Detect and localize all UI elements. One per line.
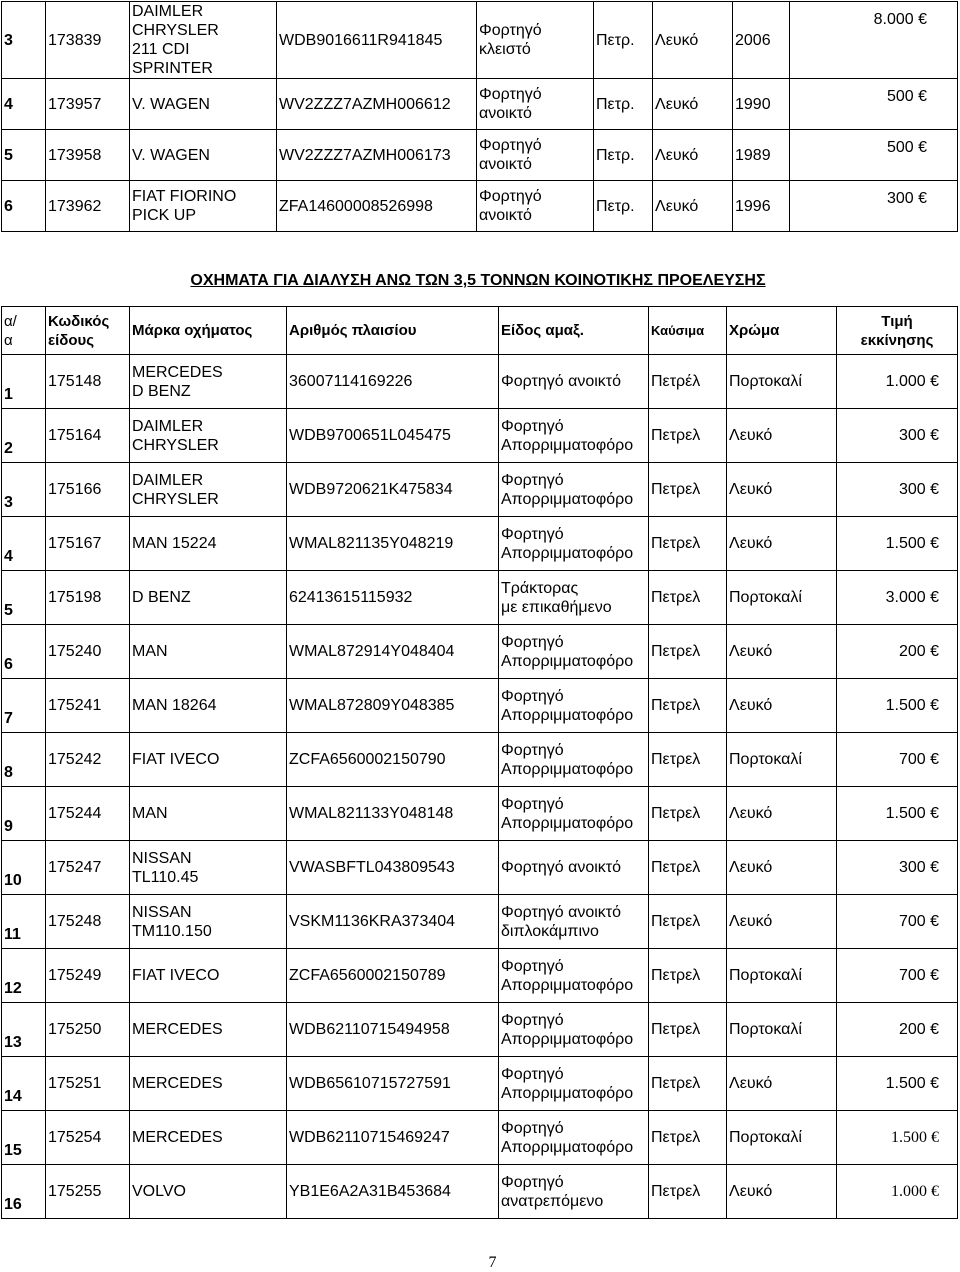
item-code: 175166	[46, 463, 130, 517]
chassis-number: WDB9016611R941845	[277, 2, 477, 79]
body-type: Φορτηγό Απορριμματοφόρο	[499, 409, 649, 463]
table-row	[2, 1165, 958, 1219]
starting-price: 300 €	[837, 463, 958, 517]
item-code: 173839	[46, 2, 130, 79]
vehicle-make: MERCEDES	[130, 1111, 287, 1165]
header-price: Τιμή εκκίνησης	[837, 307, 958, 355]
starting-price: 200 €	[837, 1003, 958, 1057]
starting-price: 1.500 €	[837, 517, 958, 571]
chassis-number: WMAL821133Y048148	[287, 787, 499, 841]
page-number: 7	[488, 1254, 497, 1271]
table-row	[2, 355, 958, 409]
fuel-type: Πετρελ	[649, 895, 727, 949]
item-code: 175251	[46, 1057, 130, 1111]
vehicles-table	[1, 306, 958, 1219]
previous-vehicles-table	[1, 1, 958, 232]
vehicle-make: V. WAGEN	[130, 130, 277, 181]
body-type: Φορτηγό κλειστό	[477, 2, 594, 79]
table-row	[2, 409, 958, 463]
row-number: 6	[2, 625, 46, 679]
table-row	[2, 79, 958, 130]
item-code: 175148	[46, 355, 130, 409]
item-code: 175254	[46, 1111, 130, 1165]
starting-price: 700 €	[837, 949, 958, 1003]
item-code: 175242	[46, 733, 130, 787]
starting-price: 1.500 €	[837, 1111, 958, 1165]
row-number: 1	[2, 355, 46, 409]
vehicle-color: Λευκό	[727, 841, 837, 895]
header-fuel: Καύσιμα	[649, 307, 727, 355]
header-code: Κωδικός είδους	[46, 307, 130, 355]
fuel-type: Πετρελ	[649, 733, 727, 787]
item-code: 175167	[46, 517, 130, 571]
chassis-number: ZCFA6560002150790	[287, 733, 499, 787]
fuel-type: Πετρελ	[649, 409, 727, 463]
chassis-number: WMAL872914Y048404	[287, 625, 499, 679]
starting-price: 1.500 €	[837, 787, 958, 841]
vehicle-make: VOLVO	[130, 1165, 287, 1219]
starting-price: 500 €	[790, 79, 958, 130]
vehicle-color: Πορτοκαλί	[727, 949, 837, 1003]
fuel-type: Πετρελ	[649, 517, 727, 571]
chassis-number: VWASBFTL043809543	[287, 841, 499, 895]
table-row	[2, 895, 958, 949]
item-code: 173957	[46, 79, 130, 130]
table-row	[2, 841, 958, 895]
row-number: 3	[2, 2, 46, 79]
vehicle-color: Λευκό	[653, 79, 733, 130]
fuel-type: Πετρέλ	[649, 355, 727, 409]
item-code: 175241	[46, 679, 130, 733]
header-chassis: Αριθμός πλαισίου	[287, 307, 499, 355]
vehicle-color: Λευκό	[727, 787, 837, 841]
chassis-number: VSKM1136KRA373404	[287, 895, 499, 949]
row-number: 4	[2, 517, 46, 571]
table-row	[2, 787, 958, 841]
item-code: 175250	[46, 1003, 130, 1057]
item-code: 175248	[46, 895, 130, 949]
vehicle-color: Πορτοκαλί	[727, 355, 837, 409]
table-row	[2, 2, 958, 79]
header-color: Χρώμα	[727, 307, 837, 355]
vehicle-make: MAN	[130, 625, 287, 679]
fuel-type: Πετρ.	[594, 2, 653, 79]
body-type: Φορτηγό ανοικτό	[477, 181, 594, 232]
item-code: 175244	[46, 787, 130, 841]
row-number: 16	[2, 1165, 46, 1219]
chassis-number: WDB9720621K475834	[287, 463, 499, 517]
vehicle-make: MAN	[130, 787, 287, 841]
vehicle-color: Λευκό	[653, 2, 733, 79]
table-row	[2, 1111, 958, 1165]
starting-price: 500 €	[790, 130, 958, 181]
chassis-number: YB1E6A2A31B453684	[287, 1165, 499, 1219]
chassis-number: WDB65610715727591	[287, 1057, 499, 1111]
body-type: Φορτηγό Απορριμματοφόρο	[499, 679, 649, 733]
body-type: Φορτηγό ανοικτό	[499, 355, 649, 409]
starting-price: 1.500 €	[837, 679, 958, 733]
body-type: Φορτηγό ανοικτό	[477, 130, 594, 181]
vehicle-make: FIAT FIORINO PICK UP	[130, 181, 277, 232]
vehicle-make: FIAT IVECO	[130, 733, 287, 787]
vehicle-color: Λευκό	[727, 1057, 837, 1111]
starting-price: 1.000 €	[837, 1165, 958, 1219]
chassis-number: 62413615115932	[287, 571, 499, 625]
body-type: Φορτηγό Απορριμματοφόρο	[499, 787, 649, 841]
fuel-type: Πετρελ	[649, 679, 727, 733]
starting-price: 700 €	[837, 733, 958, 787]
vehicle-make: FIAT IVECO	[130, 949, 287, 1003]
fuel-type: Πετρελ	[649, 463, 727, 517]
row-number: 9	[2, 787, 46, 841]
body-type: Φορτηγό ανοικτό	[499, 841, 649, 895]
body-type: Τράκτορας με επικαθήμενο	[499, 571, 649, 625]
fuel-type: Πετρελ	[649, 1057, 727, 1111]
body-type: Φορτηγό ανοικτό διπλοκάμπινο	[499, 895, 649, 949]
body-type: Φορτηγό Απορριμματοφόρο	[499, 949, 649, 1003]
starting-price: 3.000 €	[837, 571, 958, 625]
vehicle-make: MERCEDES	[130, 1057, 287, 1111]
vehicle-make: MAN 15224	[130, 517, 287, 571]
fuel-type: Πετρελ	[649, 841, 727, 895]
table-row	[2, 517, 958, 571]
vehicle-make: DAIMLER CHRYSLER	[130, 463, 287, 517]
starting-price: 1.000 €	[837, 355, 958, 409]
row-number: 13	[2, 1003, 46, 1057]
table-row	[2, 679, 958, 733]
chassis-number: WMAL821135Y048219	[287, 517, 499, 571]
fuel-type: Πετρελ	[649, 571, 727, 625]
header-num: α/ α	[2, 307, 46, 355]
fuel-type: Πετρ.	[594, 130, 653, 181]
item-code: 175249	[46, 949, 130, 1003]
vehicle-color: Λευκό	[727, 1165, 837, 1219]
starting-price: 300 €	[837, 841, 958, 895]
vehicle-year: 1989	[733, 130, 790, 181]
fuel-type: Πετρ.	[594, 181, 653, 232]
vehicle-color: Πορτοκαλί	[727, 1003, 837, 1057]
row-number: 3	[2, 463, 46, 517]
chassis-number: WDB9700651L045475	[287, 409, 499, 463]
body-type: Φορτηγό Απορριμματοφόρο	[499, 733, 649, 787]
body-type: Φορτηγό Απορριμματοφόρο	[499, 1111, 649, 1165]
table-row	[2, 1057, 958, 1111]
starting-price: 1.500 €	[837, 1057, 958, 1111]
body-type: Φορτηγό Απορριμματοφόρο	[499, 1003, 649, 1057]
body-type: Φορτηγό Απορριμματοφόρο	[499, 625, 649, 679]
item-code: 173962	[46, 181, 130, 232]
chassis-number: 36007114169226	[287, 355, 499, 409]
chassis-number: WMAL872809Y048385	[287, 679, 499, 733]
header-make: Μάρκα οχήματος	[130, 307, 287, 355]
vehicle-color: Λευκό	[653, 130, 733, 181]
fuel-type: Πετρελ	[649, 1165, 727, 1219]
vehicle-make: NISSAN TM110.150	[130, 895, 287, 949]
vehicle-color: Λευκό	[727, 625, 837, 679]
vehicle-color: Πορτοκαλί	[727, 1111, 837, 1165]
table-row	[2, 625, 958, 679]
table-row	[2, 130, 958, 181]
chassis-number: ZCFA6560002150789	[287, 949, 499, 1003]
vehicle-make: MERCEDES	[130, 1003, 287, 1057]
table-row	[2, 463, 958, 517]
vehicle-color: Λευκό	[727, 679, 837, 733]
starting-price: 700 €	[837, 895, 958, 949]
item-code: 175255	[46, 1165, 130, 1219]
vehicle-color: Λευκό	[727, 409, 837, 463]
item-code: 175247	[46, 841, 130, 895]
fuel-type: Πετρ.	[594, 79, 653, 130]
vehicle-color: Πορτοκαλί	[727, 733, 837, 787]
row-number: 4	[2, 79, 46, 130]
row-number: 14	[2, 1057, 46, 1111]
starting-price: 200 €	[837, 625, 958, 679]
item-code: 175198	[46, 571, 130, 625]
vehicle-make: DAIMLER CHRYSLER	[130, 409, 287, 463]
table-row	[2, 733, 958, 787]
item-code: 173958	[46, 130, 130, 181]
vehicle-year: 1990	[733, 79, 790, 130]
table-header-row	[2, 307, 958, 355]
vehicle-make: MERCEDES D BENZ	[130, 355, 287, 409]
section-title: ΟΧΗΜΑΤΑ ΓΙΑ ΔΙΑΛΥΣΗ ΑΝΩ ΤΩΝ 3,5 ΤΟΝΝΩΝ ΚΟΙΝΟΤΙΚΗΣ ΠΡΟΕΛΕΥΣΗΣ	[190, 272, 766, 289]
row-number: 10	[2, 841, 46, 895]
fuel-type: Πετρελ	[649, 1003, 727, 1057]
fuel-type: Πετρελ	[649, 1111, 727, 1165]
body-type: Φορτηγό Απορριμματοφόρο	[499, 463, 649, 517]
item-code: 175240	[46, 625, 130, 679]
row-number: 7	[2, 679, 46, 733]
row-number: 2	[2, 409, 46, 463]
vehicle-color: Λευκό	[653, 181, 733, 232]
row-number: 15	[2, 1111, 46, 1165]
row-number: 5	[2, 130, 46, 181]
body-type: Φορτηγό Απορριμματοφόρο	[499, 517, 649, 571]
row-number: 11	[2, 895, 46, 949]
starting-price: 8.000 €	[790, 2, 958, 79]
table-row	[2, 181, 958, 232]
fuel-type: Πετρελ	[649, 949, 727, 1003]
vehicle-make: D BENZ	[130, 571, 287, 625]
table-row	[2, 1003, 958, 1057]
row-number: 8	[2, 733, 46, 787]
chassis-number: WDB62110715469247	[287, 1111, 499, 1165]
chassis-number: ZFA14600008526998	[277, 181, 477, 232]
starting-price: 300 €	[837, 409, 958, 463]
row-number: 6	[2, 181, 46, 232]
chassis-number: WV2ZZZ7AZMH006173	[277, 130, 477, 181]
body-type: Φορτηγό Απορριμματοφόρο	[499, 1057, 649, 1111]
row-number: 5	[2, 571, 46, 625]
table-row	[2, 571, 958, 625]
row-number: 12	[2, 949, 46, 1003]
vehicle-make: V. WAGEN	[130, 79, 277, 130]
table-row	[2, 949, 958, 1003]
chassis-number: WV2ZZZ7AZMH006612	[277, 79, 477, 130]
vehicle-year: 1996	[733, 181, 790, 232]
vehicle-color: Λευκό	[727, 895, 837, 949]
vehicle-make: NISSAN TL110.45	[130, 841, 287, 895]
item-code: 175164	[46, 409, 130, 463]
vehicle-color: Λευκό	[727, 517, 837, 571]
fuel-type: Πετρελ	[649, 787, 727, 841]
body-type: Φορτηγό ανατρεπόμενο	[499, 1165, 649, 1219]
vehicle-color: Πορτοκαλί	[727, 571, 837, 625]
vehicle-color: Λευκό	[727, 463, 837, 517]
vehicle-year: 2006	[733, 2, 790, 79]
vehicle-make: MAN 18264	[130, 679, 287, 733]
vehicle-make: DAIMLER CHRYSLER 211 CDI SPRINTER	[130, 2, 277, 79]
fuel-type: Πετρελ	[649, 625, 727, 679]
header-type: Είδος αμαξ.	[499, 307, 649, 355]
starting-price: 300 €	[790, 181, 958, 232]
chassis-number: WDB62110715494958	[287, 1003, 499, 1057]
body-type: Φορτηγό ανοικτό	[477, 79, 594, 130]
